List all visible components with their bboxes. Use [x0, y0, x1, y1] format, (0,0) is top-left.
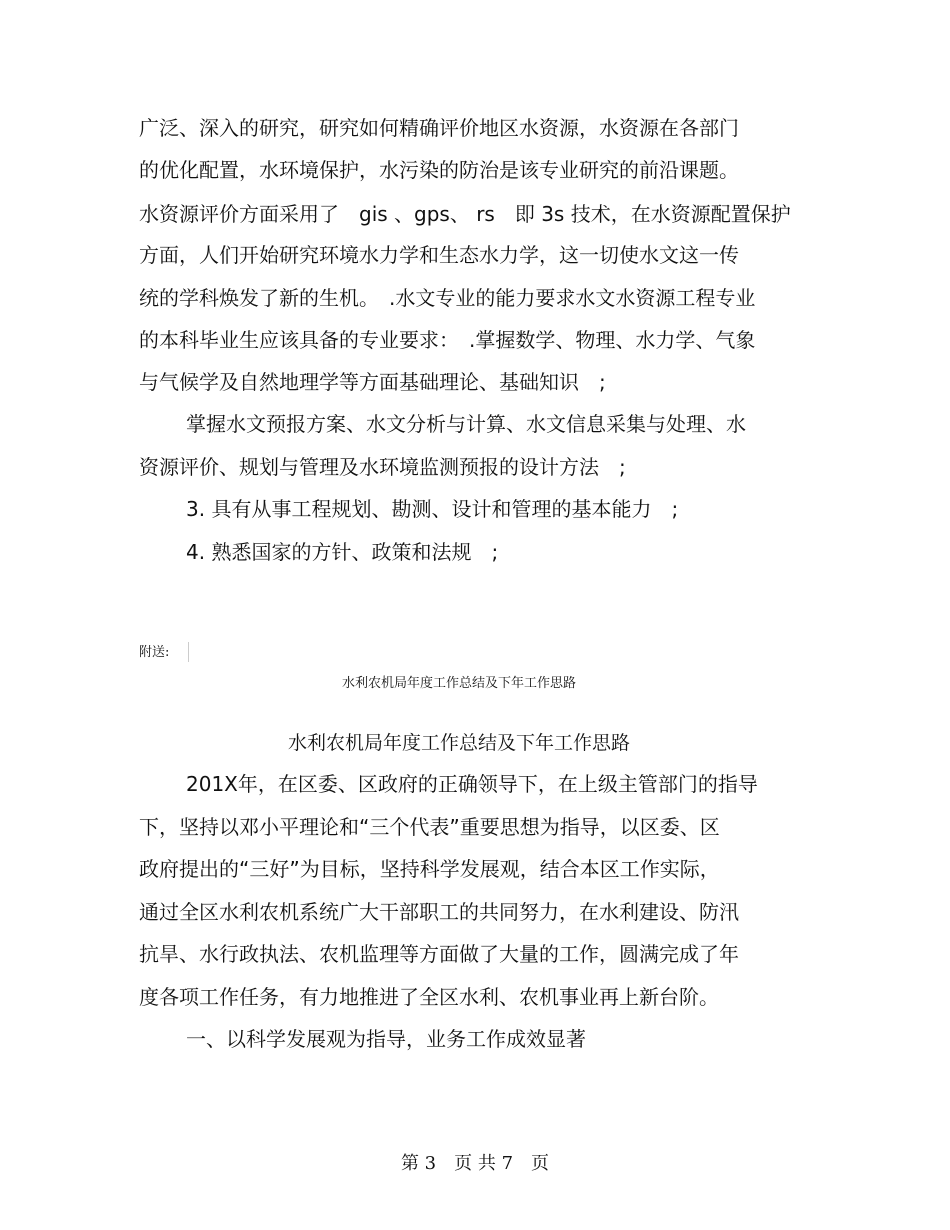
body-line: 资源评价、规划与管理及水环境监测预报的设计方法 ; [139, 455, 626, 479]
body-line: 方面，人们开始研究环境水力学和生态水力学，这一切使水文这一传 [139, 243, 739, 267]
article-line: 通过全区水利农机系统广大干部职工的共同努力，在水利建设、防汛 [139, 900, 739, 924]
section-heading: 一、以科学发展观为指导，业务工作成效显著 [186, 1027, 586, 1051]
article-line: 政府提出的“三好”为目标，坚持科学发展观，结合本区工作实际， [139, 857, 720, 881]
page-number: 第 3 页 共 7 页 [400, 1153, 550, 1174]
article-title: 水利农机局年度工作总结及下年工作思路 [287, 732, 630, 754]
article-line: 201X年，在区委、区政府的正确领导下，在上级主管部门的指导 [186, 772, 758, 796]
list-item: 4. 熟悉国家的方针、政策和法规 ; [186, 540, 499, 564]
article-line: 抗旱、水行政执法、农机监理等方面做了大量的工作，圆满完成了年 [139, 942, 739, 966]
body-line: 广泛、深入的研究，研究如何精确评价地区水资源，水资源在各部门 [139, 116, 739, 140]
body-line: 水资源评价方面采用了 gis 、gps、 rs 即 3s 技术，在水资源配置保护 [139, 202, 791, 226]
body-line: 掌握水文预报方案、水文分析与计算、水文信息采集与处理、水 [186, 412, 746, 436]
attachment-label: 附送: [139, 645, 170, 660]
body-line: 的本科毕业生应该具备的专业要求： .掌握数学、物理、水力学、气象 [139, 328, 756, 352]
body-line: 与气候学及自然地理学等方面基础理论、基础知识 ; [139, 370, 606, 394]
article-line: 下，坚持以邓小平理论和“三个代表”重要思想为指导，以区委、区 [139, 815, 720, 839]
divider [188, 642, 189, 662]
list-item: 3. 具有从事工程规划、勘测、设计和管理的基本能力 ; [186, 497, 679, 521]
article-line: 度各项工作任务，有力地推进了全区水利、农机事业再上新台阶。 [139, 985, 719, 1009]
body-line: 的优化配置，水环境保护，水污染的防治是该专业研究的前沿课题。 [139, 158, 739, 182]
body-line: 统的学科焕发了新的生机。 .水文专业的能力要求水文水资源工程专业 [139, 286, 756, 310]
attachment-small-title: 水利农机局年度工作总结及下年工作思路 [341, 676, 576, 691]
